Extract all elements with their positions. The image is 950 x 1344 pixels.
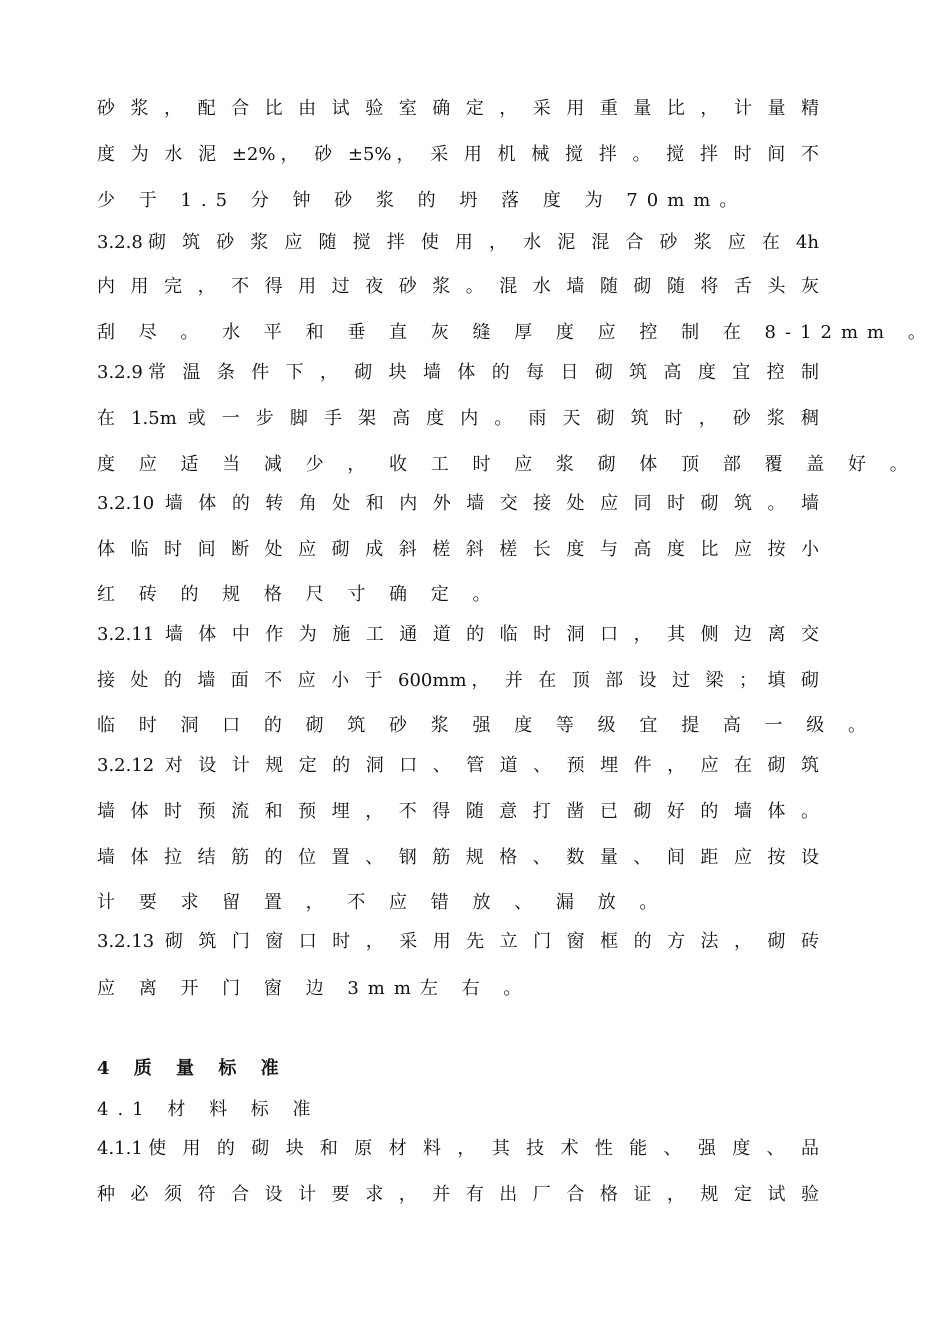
text-line: 3.2.10 墙 体 的 转 角 处 和 内 外 墙 交 接 处 应 同 时 砌 筑 。 墙 <box>97 493 819 514</box>
text-line: 接 处 的 墙 面 不 应 小 于 600mm， 并 在 顶 部 设 过 梁 ； 填 砌 <box>97 670 819 691</box>
text-line: 度 应 适 当 减 少 ， 收 工 时 应 浆 砌 体 顶 部 覆 盖 好 。 <box>97 454 917 475</box>
text-line: 红 砖 的 规 格 尺 寸 确 定 。 <box>97 584 500 605</box>
text-line: 少 于 1.5 分 钟 砂 浆 的 坍 落 度 为 70mm。 <box>97 190 747 211</box>
text-line: 3.2.13 砌 筑 门 窗 口 时 ， 采 用 先 立 门 窗 框 的 方 法 ， 砌 砖 <box>97 931 819 952</box>
subsection-heading: 4.1 材 料 标 准 <box>97 1099 320 1120</box>
text-line: 3.2.11 墙 体 中 作 为 施 工 通 道 的 临 时 洞 口 ， 其 侧 边 离 交 <box>97 624 819 645</box>
text-line: 墙 体 拉 结 筋 的 位 置 、 钢 筋 规 格 、 数 量 、 间 距 应 按 设 <box>97 847 819 868</box>
text-line: 在 1.5m 或 一 步 脚 手 架 高 度 内 。 雨 天 砌 筑 时 ， 砂 浆 稠 <box>97 408 819 429</box>
text-line: 3.2.12 对 设 计 规 定 的 洞 口 、 管 道 、 预 埋 件 ， 应 在 砌 筑 <box>97 755 819 776</box>
text-line: 种 必 须 符 合 设 计 要 求 ， 并 有 出 厂 合 格 证 ， 规 定 试 验 <box>97 1184 819 1205</box>
text-line: 刮 尽 。 水 平 和 垂 直 灰 缝 厚 度 应 控 制 在 8-12mm 。 <box>97 322 935 343</box>
text-line: 内 用 完 ， 不 得 用 过 夜 砂 浆 。 混 水 墙 随 砌 随 将 舌 头 灰 <box>97 276 819 297</box>
text-line: 3.2.9常 温 条 件 下 ， 砌 块 墙 体 的 每 日 砌 筑 高 度 宜 控 制 <box>97 362 819 383</box>
text-line: 应 离 开 门 窗 边 3mm左 右 。 <box>97 978 531 999</box>
text-line: 4.1.1使 用 的 砌 块 和 原 材 料 ， 其 技 术 性 能 、 强 度 、 品 <box>97 1138 819 1159</box>
text-line: 计 要 求 留 置 ， 不 应 错 放 、 漏 放 。 <box>97 892 667 913</box>
text-line: 度 为 水 泥 ±2%， 砂 ±5%， 采 用 机 械 搅 拌 。 搅 拌 时 间 不 <box>97 144 819 165</box>
text-line: 3.2.8砌 筑 砂 浆 应 随 搅 拌 使 用 ， 水 泥 混 合 砂 浆 应 在 4h <box>97 232 819 253</box>
text-line: 体 临 时 间 断 处 应 砌 成 斜 槎 斜 槎 长 度 与 高 度 比 应 按 小 <box>97 539 819 560</box>
text-line: 墙 体 时 预 流 和 预 埋 ， 不 得 随 意 打 凿 已 砌 好 的 墙 体 。 <box>97 801 819 822</box>
text-line: 临 时 洞 口 的 砌 筑 砂 浆 强 度 等 级 宜 提 高 一 级 。 <box>97 715 875 736</box>
text-line: 砂 浆 ， 配 合 比 由 试 验 室 确 定 ， 采 用 重 量 比 ， 计 量 精 <box>97 98 819 119</box>
section-heading: 4 质 量 标 准 <box>97 1058 288 1079</box>
